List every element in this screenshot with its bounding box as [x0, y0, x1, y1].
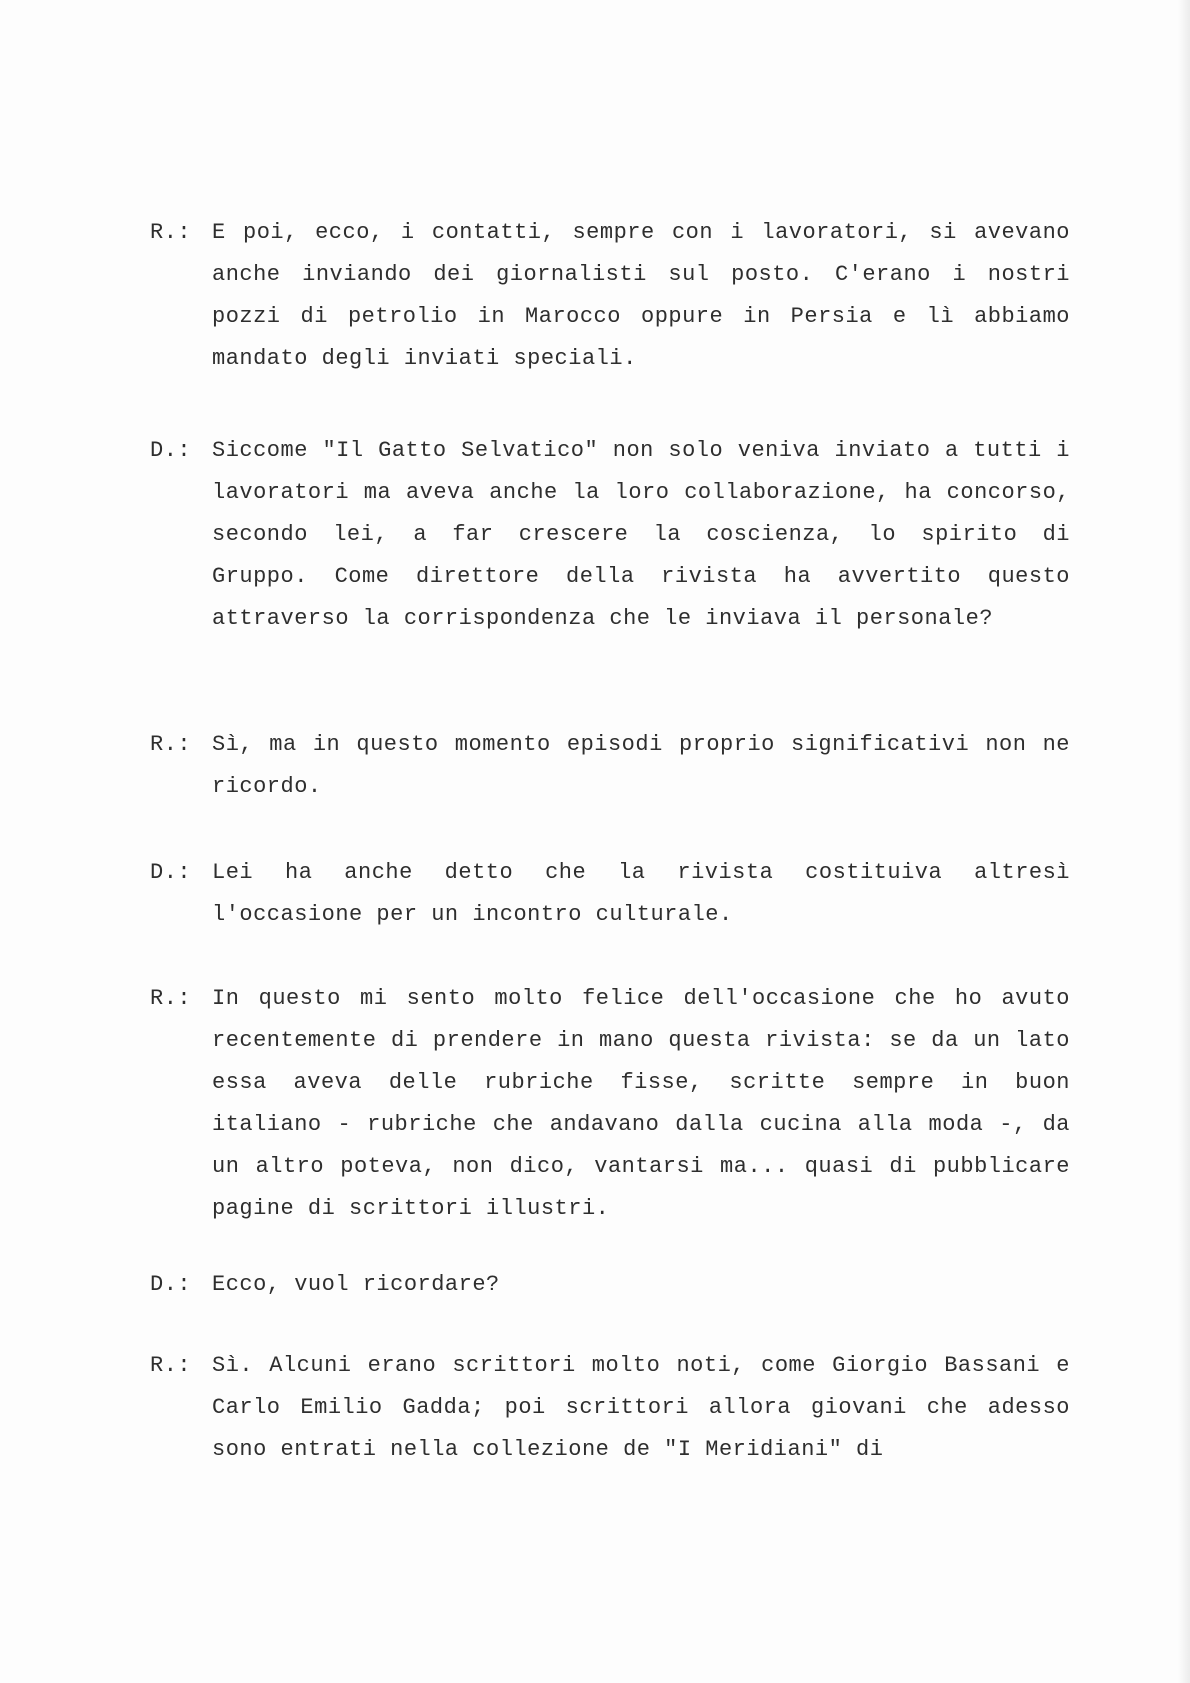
entry-text: Ecco, vuol ricordare?	[212, 1272, 500, 1297]
page-edge-shadow	[1178, 0, 1190, 1683]
interview-entry	[150, 430, 1070, 640]
interview-entry	[150, 1264, 1070, 1306]
interview-entry	[150, 212, 1070, 380]
entry-text: Lei ha anche detto che la rivista costituiva altresì l'occasione per un incontro culturale.	[212, 860, 1070, 927]
speaker-label: D.:	[150, 438, 192, 463]
entry-text: E poi, ecco, i contatti, sempre con i lavoratori, si avevano anche inviando dei giornalisti sul posto. C'erano i nostri pozzi di petrolio in Marocco oppure in Persia e lì abbiamo mandato degli inviati speciali.	[212, 220, 1070, 371]
speaker-label: R.:	[150, 1353, 192, 1378]
speaker-label: D.:	[150, 860, 192, 885]
speaker-label: D.:	[150, 1272, 192, 1297]
entry-text: Sì, ma in questo momento episodi proprio significativi non ne ricordo.	[212, 732, 1070, 799]
entry-text: Sì. Alcuni erano scrittori molto noti, come Giorgio Bassani e Carlo Emilio Gadda; poi scrittori allora giovani che adesso sono entrati nella collezione de "I Meridiani" di	[212, 1353, 1070, 1462]
interview-entry	[150, 1345, 1070, 1471]
speaker-label: R.:	[150, 732, 192, 757]
interview-entry	[150, 724, 1070, 808]
speaker-label: R.:	[150, 220, 192, 245]
speaker-label: R.:	[150, 986, 192, 1011]
interview-entry	[150, 852, 1070, 936]
entry-text: Siccome "Il Gatto Selvatico" non solo veniva inviato a tutti i lavoratori ma aveva anche la loro collaborazione, ha concorso, secondo lei, a far crescere la coscienza, lo spirito di Gruppo. Come direttore della rivista ha avvertito questo attraverso la corrispondenza che le inviava il personale?	[212, 438, 1070, 631]
interview-entry	[150, 978, 1070, 1230]
entry-text: In questo mi sento molto felice dell'occasione che ho avuto recentemente di prendere in mano questa rivista: se da un lato essa aveva delle rubriche fisse, scritte sempre in buon italiano - rubriche che andavano dalla cucina alla moda -, da un altro poteva, non dico, vantarsi ma... quasi di pubblicare pagine di scrittori illustri.	[212, 986, 1070, 1221]
